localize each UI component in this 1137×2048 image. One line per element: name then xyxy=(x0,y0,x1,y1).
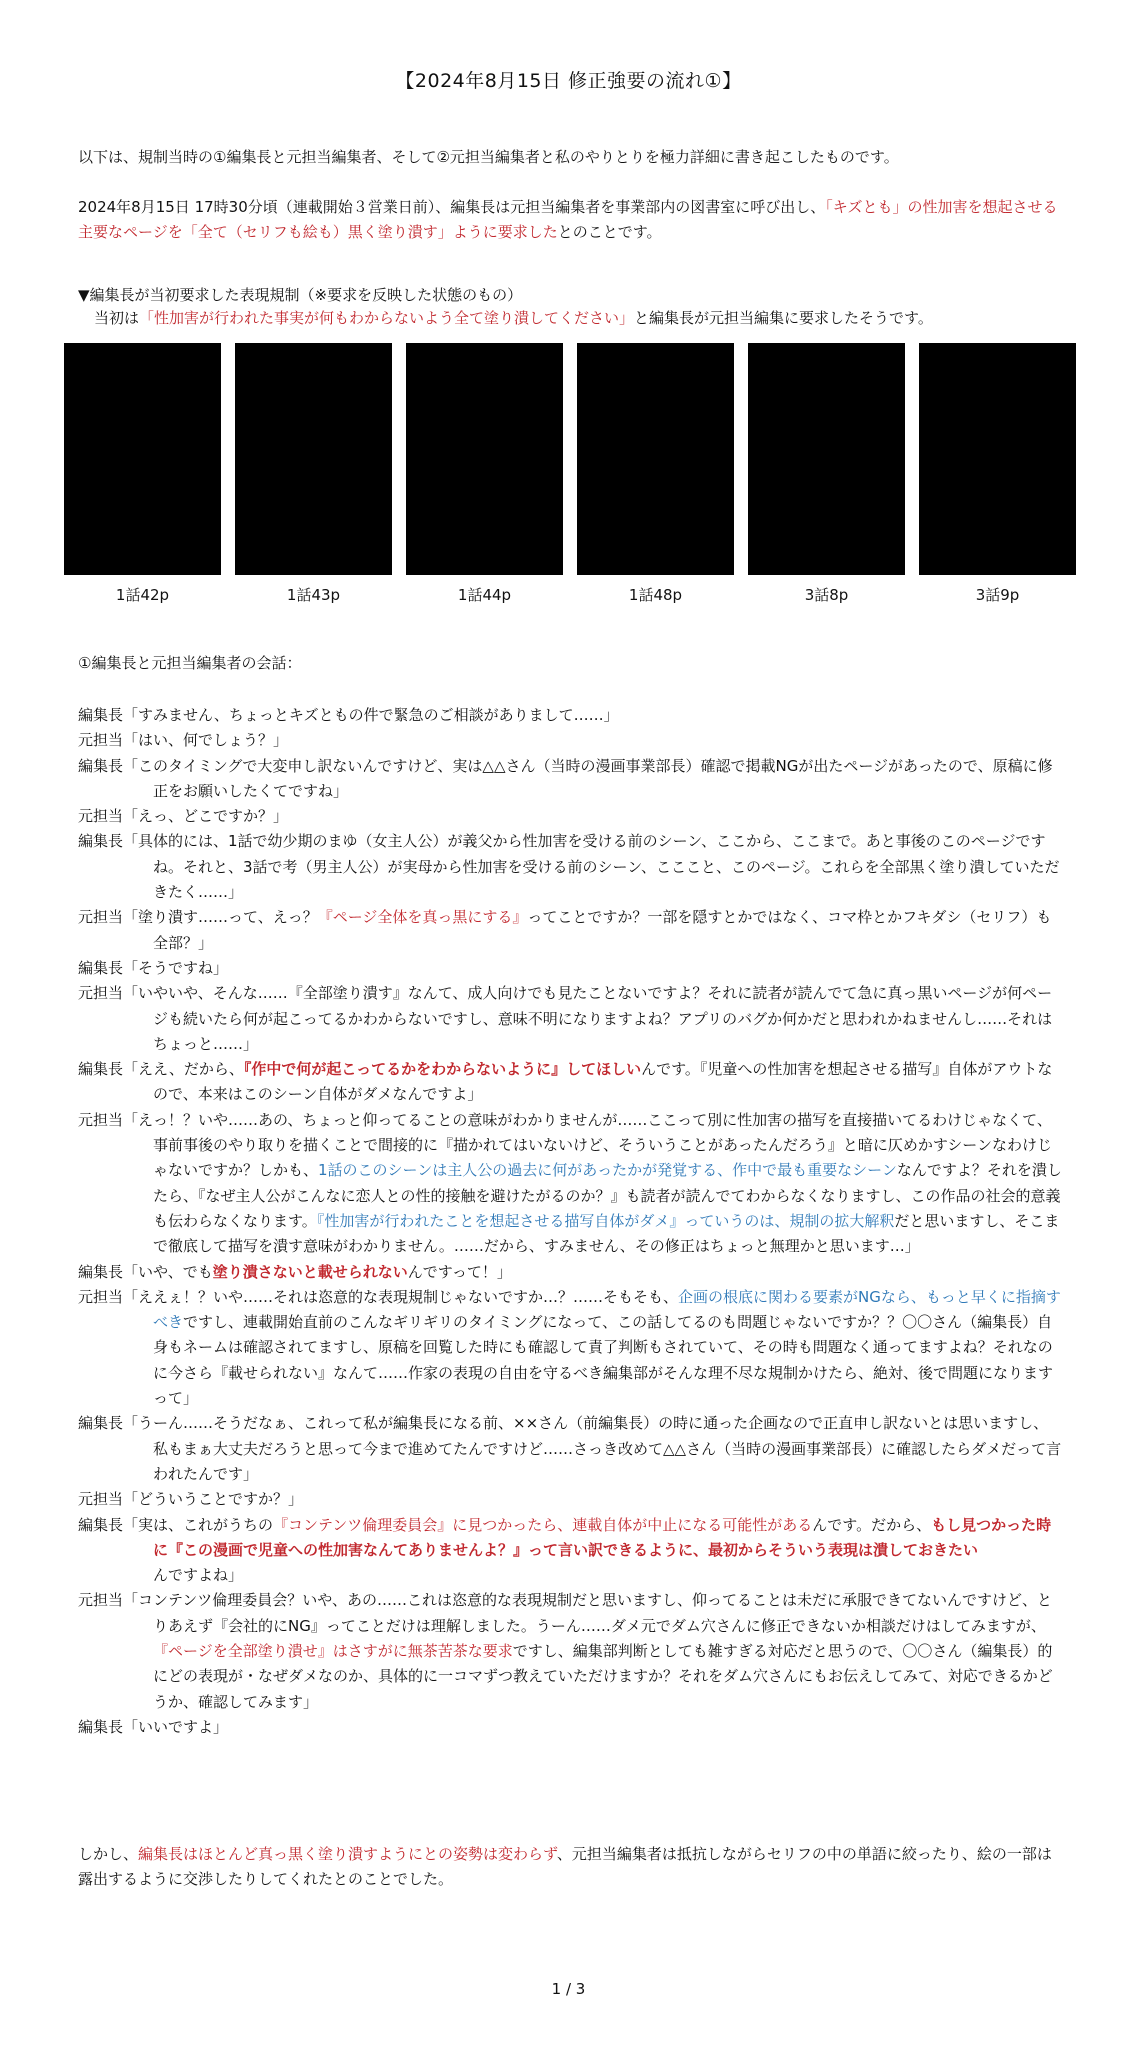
line-text: んですって！」 xyxy=(407,1262,512,1281)
speaker-label: 元担当 xyxy=(78,1287,124,1306)
dialogue-line xyxy=(78,804,1063,829)
context-text: 2024年8月15日 17時30分頃（連載開始３営業日前）、編集長は元担当編集者を事業部内の図書室に呼び出し、 xyxy=(78,198,826,216)
line-text: ですし、連載開始直前のこんなギリギリのタイミングになって、この話してるのも問題じゃないですか？？〇〇さん（編集長）自身もネームは確認されてますし、原稿を回覧した時にも確認して責了判断もされていて、その時も問題なく通ってますよね？それなのに今さら『載せられない』なんて……作家の表現の自由を守るべき編集部がそんな理不尽な規制かけたら、絶対、後で問題になりますって」 xyxy=(153,1313,1054,1408)
line-text: なんですよ？それを潰したら、『なぜ主人公がこんなに恋人との性的接触を避けたがるのか？』も読者が読んでてわからなくなりますし、この作品の社会的意義も伝わらなくなります。 xyxy=(153,1161,1062,1230)
panel-caption: 1話44p xyxy=(457,586,512,604)
redacted-page-image xyxy=(406,343,563,575)
speaker-label: 編集長 xyxy=(78,1060,124,1079)
section-description xyxy=(94,306,1084,331)
panel-caption: 1話48p xyxy=(628,586,683,604)
line-text: 「コンテンツ倫理委員会？いや、あの……これは恣意的な表現規制だと思いますし、仰ってることは未だに承服できてないんですけど、とりあえず『会社的にNG』ってことだけは理解しました。うーん……ダメ元でダム穴さんに修正できないか相談だけはしてみますが、 xyxy=(123,1591,1052,1635)
dialogue-line xyxy=(78,1715,1063,1740)
panel-caption: 3話9p xyxy=(975,586,1020,604)
line-emphasis: もし見つかった時に『この漫画で児童への性加害なんてありませんよ？』って言い訳できるように、最初からそういう表現は潰しておきたい xyxy=(153,1515,1052,1559)
dialogue-line xyxy=(78,1260,1063,1285)
speaker-label: 元担当 xyxy=(78,1110,124,1129)
page-number: 1 / 3 xyxy=(551,1980,586,1998)
dialogue-line xyxy=(78,905,1063,956)
line-text: 「いいですよ」 xyxy=(123,1717,229,1736)
speaker-label: 編集長 xyxy=(78,1262,124,1281)
dialogue-heading: ①編集長と元担当編集者の会話： xyxy=(78,654,302,672)
speaker-label: 元担当 xyxy=(78,807,124,826)
dialogue-line xyxy=(78,1513,1063,1589)
intro-paragraph: 以下は、規制当時の①編集長と元担当編集者、そして②元担当編集者と私のやりとりを極力詳細に書き起こしたものです。 xyxy=(78,148,899,166)
line-text: んですよね」 xyxy=(153,1566,244,1585)
line-text: ってことですか？一部を隠すとかではなく、コマ枠とかフキダシ（セリフ）も全部？」 xyxy=(153,908,1052,952)
line-text: ですし、編集部判断としても雑すぎる対応だと思うので、〇〇さん（編集長）的にどの表現が・なぜダメなのか、具体的に一コマずつ教えていただけますか？それをダム穴さんにもお伝えしてみて、対応できるかどうか、確認してみます」 xyxy=(153,1641,1053,1711)
speaker-label: 元担当 xyxy=(78,984,124,1003)
line-text: 「えっ！？いや……あの、ちょっと仰ってることの意味がわかりませんが……ここって別に性加害の描写を直接描いてるわけじゃなくて、事前事後のやり取りを描くことで間接的に『描かれてはいないけど、そういうことがあったんだろう』と暗に仄めかすシーンなわけじゃないですか？しかも、 xyxy=(123,1110,1052,1180)
line-text: 「いやいや、そんな……『全部塗り潰す』なんて、成人向けでも見たことないですよ？それに読者が読んでて急に真っ黒いページが何ページも続いたら何が起こってるかわからないですし、意味不明になりますよね？アプリのバグか何かだと思われかねませんし……それはちょっと……」 xyxy=(123,984,1053,1053)
redacted-page-image xyxy=(748,343,905,575)
closing-text: しかし、 xyxy=(78,1845,139,1863)
dialogue-line xyxy=(78,1285,1063,1411)
section-desc-text-end: と編集長が元担当編集に要求したそうです。 xyxy=(634,309,933,327)
line-text: だと思いますし、そこまで徹底して描写を潰す意味がわかりません。……だから、すみません、その修正はちょっと無理かと思います…」 xyxy=(153,1211,1060,1256)
panel-caption: 1話43p xyxy=(286,586,341,604)
speaker-label: 編集長 xyxy=(78,1414,124,1433)
line-emphasis: 『性加害が行われたことを想起させる描写自体がダメ』っていうのは、規制の拡大解釈 xyxy=(316,1211,895,1230)
line-text: 「えっ、どこですか？」 xyxy=(123,807,289,826)
line-text: 「そうですね」 xyxy=(123,958,229,977)
speaker-label: 元担当 xyxy=(78,1591,124,1610)
speaker-label: 編集長 xyxy=(78,756,124,775)
line-text: 「実は、これがうちの xyxy=(123,1515,274,1534)
line-emphasis: 1話のこのシーンは主人公の過去に何があったかが発覚する、作中で最も重要なシーン xyxy=(318,1161,897,1180)
line-text: 「塗り潰す……って、えっ？ xyxy=(123,908,318,927)
panel-caption: 3話8p xyxy=(804,586,849,604)
line-emphasis: 『作中で何が起こってるかをわからないように』してほしい xyxy=(243,1060,642,1079)
speaker-label: 元担当 xyxy=(78,1490,124,1509)
line-emphasis: 『コンテンツ倫理委員会』に見つかったら、連載自体が中止になる可能性がある xyxy=(273,1515,813,1534)
dialogue-line xyxy=(78,728,1063,753)
speaker-label: 元担当 xyxy=(78,908,124,927)
redacted-page-image xyxy=(919,343,1076,575)
dialogue-line xyxy=(78,1057,1063,1108)
closing-emphasis: 編集長はほとんど真っ黒く塗り潰すようにとの姿勢は変わらず xyxy=(138,1845,557,1863)
line-emphasis: 塗り潰さないと載せられない xyxy=(212,1262,408,1281)
dialogue-line xyxy=(78,1588,1063,1714)
dialogue-transcript xyxy=(78,703,1063,1740)
redacted-pages-row xyxy=(64,343,1078,604)
line-emphasis: 『ページ全体を真っ黒にする』 xyxy=(317,908,528,927)
dialogue-line xyxy=(78,1108,1063,1260)
line-text: んです。『児童への性加害を想起させる描写』自体がアウトなので、本来はこのシーン自体がダメなんですよ」 xyxy=(153,1060,1053,1104)
line-text: 「具体的には、1話で幼少期のまゆ（女主人公）が義父から性加害を受ける前のシーン、ここから、ここまで。あと事後のこのページですね。それと、3話で考（男主人公）が実母から性加害を受ける前のシーン、こここと、このページ。これらを全部黒く塗り潰していただきたく……」 xyxy=(123,832,1060,902)
context-text-end: とのことです。 xyxy=(557,223,662,241)
closing-text-end: 、元担当編集者は抵抗しながらセリフの中の単語に絞ったり、絵の一部は露出するように交渉したりしてくれたとのことでした。 xyxy=(78,1845,1052,1888)
section-desc-text: 当初は xyxy=(94,309,140,327)
closing-paragraph xyxy=(78,1842,1063,1892)
context-emphasis: 「キズとも」の性加害を想起させる主要なページを「全て（セリフも絵も）黒く塗り潰す」ように要求した xyxy=(78,198,1058,241)
line-text: んです。だから、 xyxy=(812,1515,932,1534)
dialogue-line xyxy=(78,829,1063,905)
speaker-label: 編集長 xyxy=(78,1515,124,1534)
redacted-page-image xyxy=(235,343,392,575)
line-text: 「このタイミングで大変申し訳ないんですけど、実は△△さん（当時の漫画事業部長）確認で掲載NGが出たページがあったので、原稿に修正をお願いしたくてですね」 xyxy=(123,756,1053,800)
speaker-label: 編集長 xyxy=(78,706,124,724)
line-emphasis: 『ページを全部塗り潰せ』はさすがに無茶苦茶な要求 xyxy=(153,1641,513,1660)
section-desc-emphasis: 「性加害が行われた事実が何もわからないよう全て塗り潰してください」 xyxy=(139,309,635,327)
line-text: 「はい、何でしょう？」 xyxy=(123,731,289,750)
speaker-label: 編集長 xyxy=(78,958,124,977)
page-title: 【2024年8月15日 修正強要の流れ①】 xyxy=(395,70,742,92)
line-text: 「ええぇ！？いや……それは恣意的な表現規制じゃないですか…？……そもそも、 xyxy=(123,1287,679,1306)
line-text: 「うーん……そうだなぁ、これって私が編集長になる前、××さん（前編集長）の時に通った企画なので正直申し訳ないとは思いますし、私もまぁ大丈夫だろうと思って今まで進めてたんですけど……さっき改めて△△さん（当時の漫画事業部長）に確認したらダメだって言われたんです」 xyxy=(123,1414,1062,1483)
speaker-label: 元担当 xyxy=(78,731,124,750)
line-emphasis: 企画の根底に関わる要素がNGなら、もっと早くに指摘すべき xyxy=(153,1287,1061,1332)
redacted-page-image xyxy=(64,343,221,575)
speaker-label: 編集長 xyxy=(78,1717,124,1736)
redacted-page-image xyxy=(577,343,734,575)
line-text: 「すみません、ちょっとキズともの件で緊急のご相談がありまして……」 xyxy=(123,706,619,724)
dialogue-line xyxy=(78,703,1063,728)
line-text: 「ええ、だから、 xyxy=(123,1060,244,1079)
dialogue-line xyxy=(78,1487,1063,1512)
panel-caption: 1話42p xyxy=(115,586,170,604)
dialogue-line xyxy=(78,981,1063,1057)
line-text: 「どういうことですか？」 xyxy=(123,1490,304,1509)
dialogue-line xyxy=(78,956,1063,981)
section-heading: ▼編集長が当初要求した表現規制（※要求を反映した状態のもの） xyxy=(78,286,523,304)
dialogue-line xyxy=(78,1411,1063,1487)
context-paragraph xyxy=(78,195,1063,245)
dialogue-line xyxy=(78,754,1063,805)
line-text: 「いや、でも xyxy=(123,1262,213,1281)
speaker-label: 編集長 xyxy=(78,832,124,851)
